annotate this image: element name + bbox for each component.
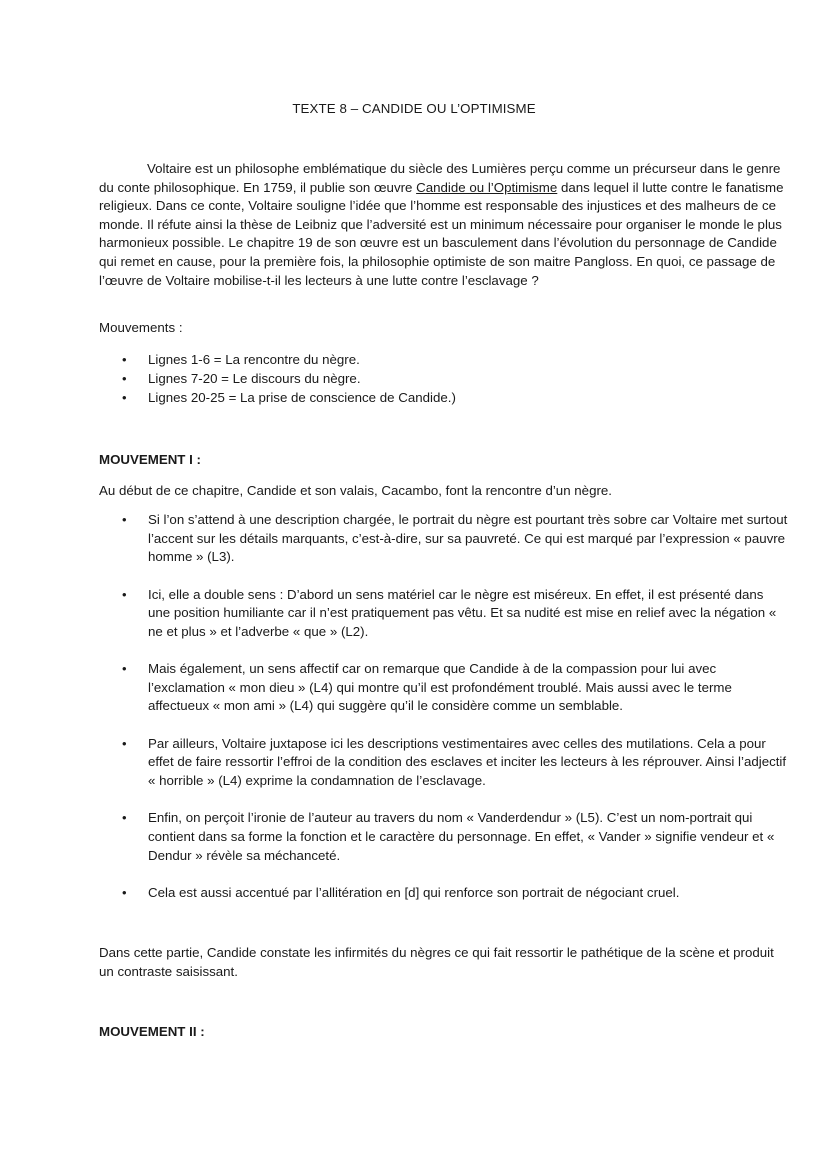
- analysis-point-text: Ici, elle a double sens : D’abord un sens matériel car le nègre est miséreux. En effet, il est présenté dans une position humiliante car il n’est pratiquement pas vêtu. Et sa nudité est mise en relief avec la négation « ne et plus » et l’adverbe « que » (L2).: [148, 586, 777, 639]
- analysis-point-text: Si l’on s’attend à une description chargée, le portrait du nègre est pourtant très sobre car Voltaire met surtout l’accent sur les détails marquants, c’est-à-dire, sur sa pauvreté. Ce qui est marqué par l’expression « pauvre homme » (L3).: [148, 512, 788, 565]
- work-title: Candide ou l’Optimisme: [416, 179, 558, 195]
- analysis-point: [99, 809, 789, 865]
- bullet-icon: •: [122, 810, 127, 826]
- bullet-icon: •: [122, 586, 127, 602]
- analysis-point-text: Enfin, on perçoit l’ironie de l’auteur au travers du nom « Vanderdendur » (L5). C’est un nom-portrait qui contient dans sa forme la fonction et le caractère du personnage. En effet, « Vander » signifie vendeur et « Dendur » révèle sa méchanceté.: [148, 810, 775, 863]
- analysis-point: [99, 884, 789, 903]
- movements-label: Mouvements :: [99, 320, 183, 335]
- analysis-point: [99, 586, 789, 642]
- bullet-icon: •: [122, 390, 127, 405]
- movement-item: [99, 388, 779, 407]
- analysis-point-text: Par ailleurs, Voltaire juxtapose ici les descriptions vestimentaires avec celles des mutilations. Cela a pour effet de faire ressortir l’effroi de la condition des esclaves et inciter les lecteurs à les réprouver. Ainsi l’adjectif « horrible » (L4) exprime la condamnation de l’esclavage.: [148, 735, 787, 788]
- section-2-heading: MOUVEMENT II :: [99, 1024, 205, 1039]
- section-1-conclusion: Dans cette partie, Candide constate les infirmités du nègres ce qui fait ressortir le pathétique de la scène et produit un contraste saisissant.: [99, 945, 774, 979]
- analysis-point: [99, 735, 789, 791]
- document-title: TEXTE 8 – CANDIDE OU L’OPTIMISME: [292, 101, 536, 116]
- analysis-point: [99, 660, 789, 716]
- section-1-intro: Au début de ce chapitre, Candide et son valais, Cacambo, font la rencontre d’un nègre.: [99, 483, 612, 498]
- movement-item: [99, 350, 779, 369]
- bullet-icon: •: [122, 352, 127, 367]
- bullet-icon: •: [122, 512, 127, 527]
- movements-list: [99, 350, 779, 407]
- bullet-icon: •: [122, 735, 127, 751]
- intro-paragraph: [99, 160, 789, 290]
- movement-item: [99, 369, 779, 388]
- section-1-heading: MOUVEMENT I :: [99, 452, 201, 467]
- bullet-icon: •: [122, 661, 127, 677]
- movement-text: Lignes 20-25 = La prise de conscience de Candide.): [148, 390, 456, 405]
- intro-text-end: dans lequel il lutte contre le fanatisme religieux. Dans ce conte, Voltaire souligne l’idée que l’homme est responsable des injustices et des malheurs de ce monde. Il réfute ainsi la thèse de Leibniz que l’adversité est un minimum nécessaire pour organiser le monde le plus harmonieux possible. Le chapitre 19 de son œuvre est un basculement dans l’évolution du personnage de Candide qui remet en cause, pour la première fois, la philosophie optimiste de son maitre Pangloss. En quoi, ce passage de l’œuvre de Voltaire mobilise-t-il les lecteurs à une lutte contre l’esclavage ?: [99, 179, 784, 288]
- movement-text: Lignes 7-20 = Le discours du nègre.: [148, 371, 361, 386]
- section-1-points: [99, 511, 789, 902]
- intro-text-start: Voltaire est un philosophe emblématique du siècle des Lumières perçu comme un précurseur dans le genre du conte philosophique. En 1759, il publie son œuvre: [99, 161, 781, 195]
- bullet-icon: •: [122, 371, 127, 386]
- analysis-point: [99, 511, 789, 567]
- analysis-point-text: Mais également, un sens affectif car on remarque que Candide à de la compassion pour lui avec l’exclamation « mon dieu » (L4) qui montre qu’il est profondément troublé. Mais aussi avec le terme affectueux « mon ami » (L4) qui suggère qu’il le considère comme un semblable.: [148, 661, 732, 714]
- movement-text: Lignes 1-6 = La rencontre du nègre.: [148, 352, 360, 367]
- analysis-point-text: Cela est aussi accentué par l’allitération en [d] qui renforce son portrait de négociant cruel.: [148, 884, 680, 900]
- bullet-icon: •: [122, 884, 127, 900]
